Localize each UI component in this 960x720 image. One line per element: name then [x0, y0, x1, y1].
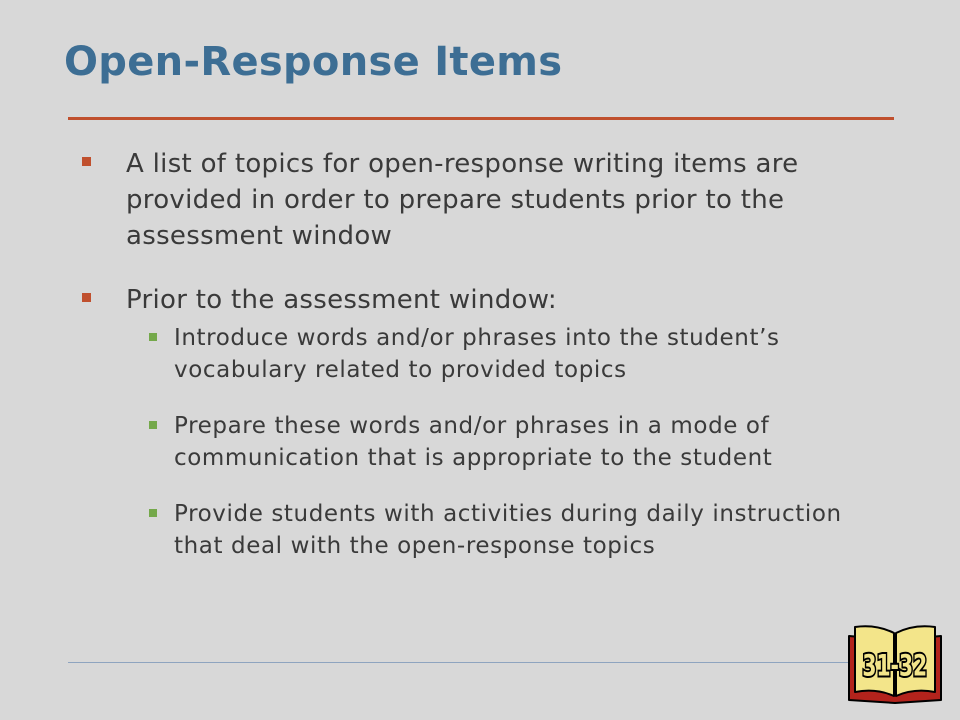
- sub-bullet-item: [78, 410, 898, 474]
- square-bullet-icon: [82, 157, 91, 166]
- slide-title: Open-Response Items: [64, 39, 563, 85]
- page-number-badge: 31-32: [862, 647, 928, 683]
- sub-bullet-text: Prepare these words and/or phrases in a mode of communication that is appropriate to the student: [174, 413, 773, 471]
- square-bullet-icon: [149, 421, 157, 429]
- bullet-item: [78, 282, 898, 318]
- sub-bullet-text: Provide students with activities during daily instruction that deal with the open-response topics: [174, 501, 842, 559]
- bullet-text: A list of topics for open-response writing items are provided in order to prepare students prior to the assessment window: [126, 149, 799, 251]
- sub-bullet-item: [78, 322, 898, 386]
- sub-bullet-item: [78, 498, 898, 562]
- square-bullet-icon: [149, 509, 157, 517]
- square-bullet-icon: [82, 293, 91, 302]
- square-bullet-icon: [149, 333, 157, 341]
- bullet-text: Prior to the assessment window:: [126, 285, 557, 315]
- footer-rule: [68, 662, 860, 663]
- bullet-list: [78, 146, 898, 562]
- sub-bullet-text: Introduce words and/or phrases into the student’s vocabulary related to provided topics: [174, 325, 780, 383]
- bullet-item: [78, 146, 898, 254]
- open-book-icon: [846, 624, 944, 704]
- title-underline: [68, 117, 894, 120]
